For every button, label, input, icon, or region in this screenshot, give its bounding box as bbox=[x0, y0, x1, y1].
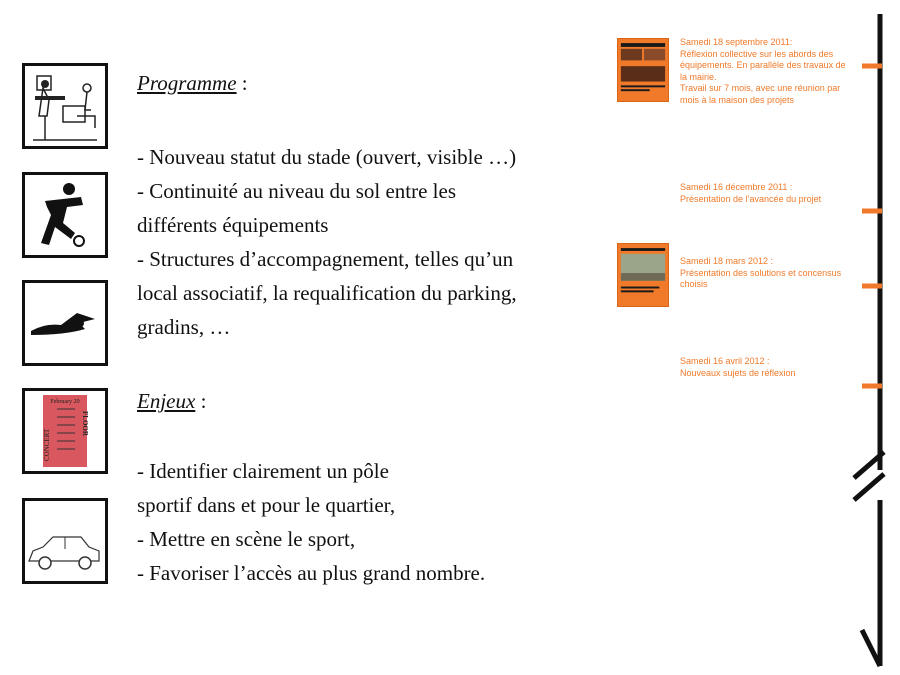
poster-floor-text: FLOOR bbox=[81, 411, 89, 436]
list-item: - Structures d’accompagnement, telles qu’un bbox=[137, 247, 514, 271]
list-item: gradins, … bbox=[137, 315, 231, 339]
concert-poster-icon bbox=[22, 388, 108, 474]
event-date: Samedi 16 décembre 2011 : bbox=[680, 182, 793, 192]
event-thumbnail-1 bbox=[617, 38, 669, 102]
office-work-icon bbox=[22, 63, 108, 149]
list-item: - Favoriser l’accès au plus grand nombre. bbox=[137, 561, 486, 585]
list-item: - Identifier clairement un pôle bbox=[137, 459, 389, 483]
event-line: la mairie. bbox=[680, 71, 717, 82]
list-item: - Continuité au niveau du sol entre les bbox=[137, 179, 457, 203]
poster-date-text: February 20 bbox=[50, 399, 80, 405]
timeline-event-1 bbox=[680, 37, 855, 106]
event-line: Nouveaux sujets de réflexion bbox=[680, 367, 796, 378]
event-line: choisis bbox=[680, 279, 708, 289]
list-item: sportif dans et pour le quartier, bbox=[137, 493, 396, 517]
timeline-line bbox=[840, 0, 900, 675]
programme-list bbox=[137, 140, 517, 344]
timeline-event-4 bbox=[680, 356, 855, 379]
event-line: mois à la maison des projets bbox=[680, 94, 795, 105]
event-line: Présentation des solutions et concensus bbox=[680, 267, 842, 278]
timeline-event-3 bbox=[680, 256, 855, 291]
event-line: Travail sur 7 mois, avec une réunion par bbox=[680, 83, 841, 93]
list-item: - Nouveau statut du stade (ouvert, visible …) bbox=[137, 145, 517, 169]
football-player-icon bbox=[22, 172, 108, 258]
list-item: local associatif, la requalification du parking, bbox=[137, 281, 517, 305]
programme-heading: Programme : bbox=[137, 71, 248, 95]
event-date: Samedi 16 avril 2012 : bbox=[680, 356, 770, 366]
list-item: - Mettre en scène le sport, bbox=[137, 527, 356, 551]
timeline-event-2 bbox=[680, 182, 855, 205]
event-thumbnail-2 bbox=[617, 243, 669, 307]
list-item: différents équipements bbox=[137, 213, 329, 237]
poster-title-text: CONCERT bbox=[43, 428, 51, 461]
event-line: équipements. En parallèle des travaux de bbox=[680, 60, 846, 70]
event-line: Présentation de l’avancée du projet bbox=[680, 193, 822, 204]
event-date: Samedi 18 mars 2012 : bbox=[680, 256, 774, 266]
car-icon bbox=[22, 498, 108, 584]
event-date: Samedi 18 septembre 2011: bbox=[680, 37, 793, 47]
swimmer-icon bbox=[22, 280, 108, 366]
event-line: Réflexion collective sur les abords des bbox=[680, 48, 834, 59]
enjeux-heading: Enjeux : bbox=[137, 389, 207, 413]
enjeux-list bbox=[137, 454, 485, 590]
